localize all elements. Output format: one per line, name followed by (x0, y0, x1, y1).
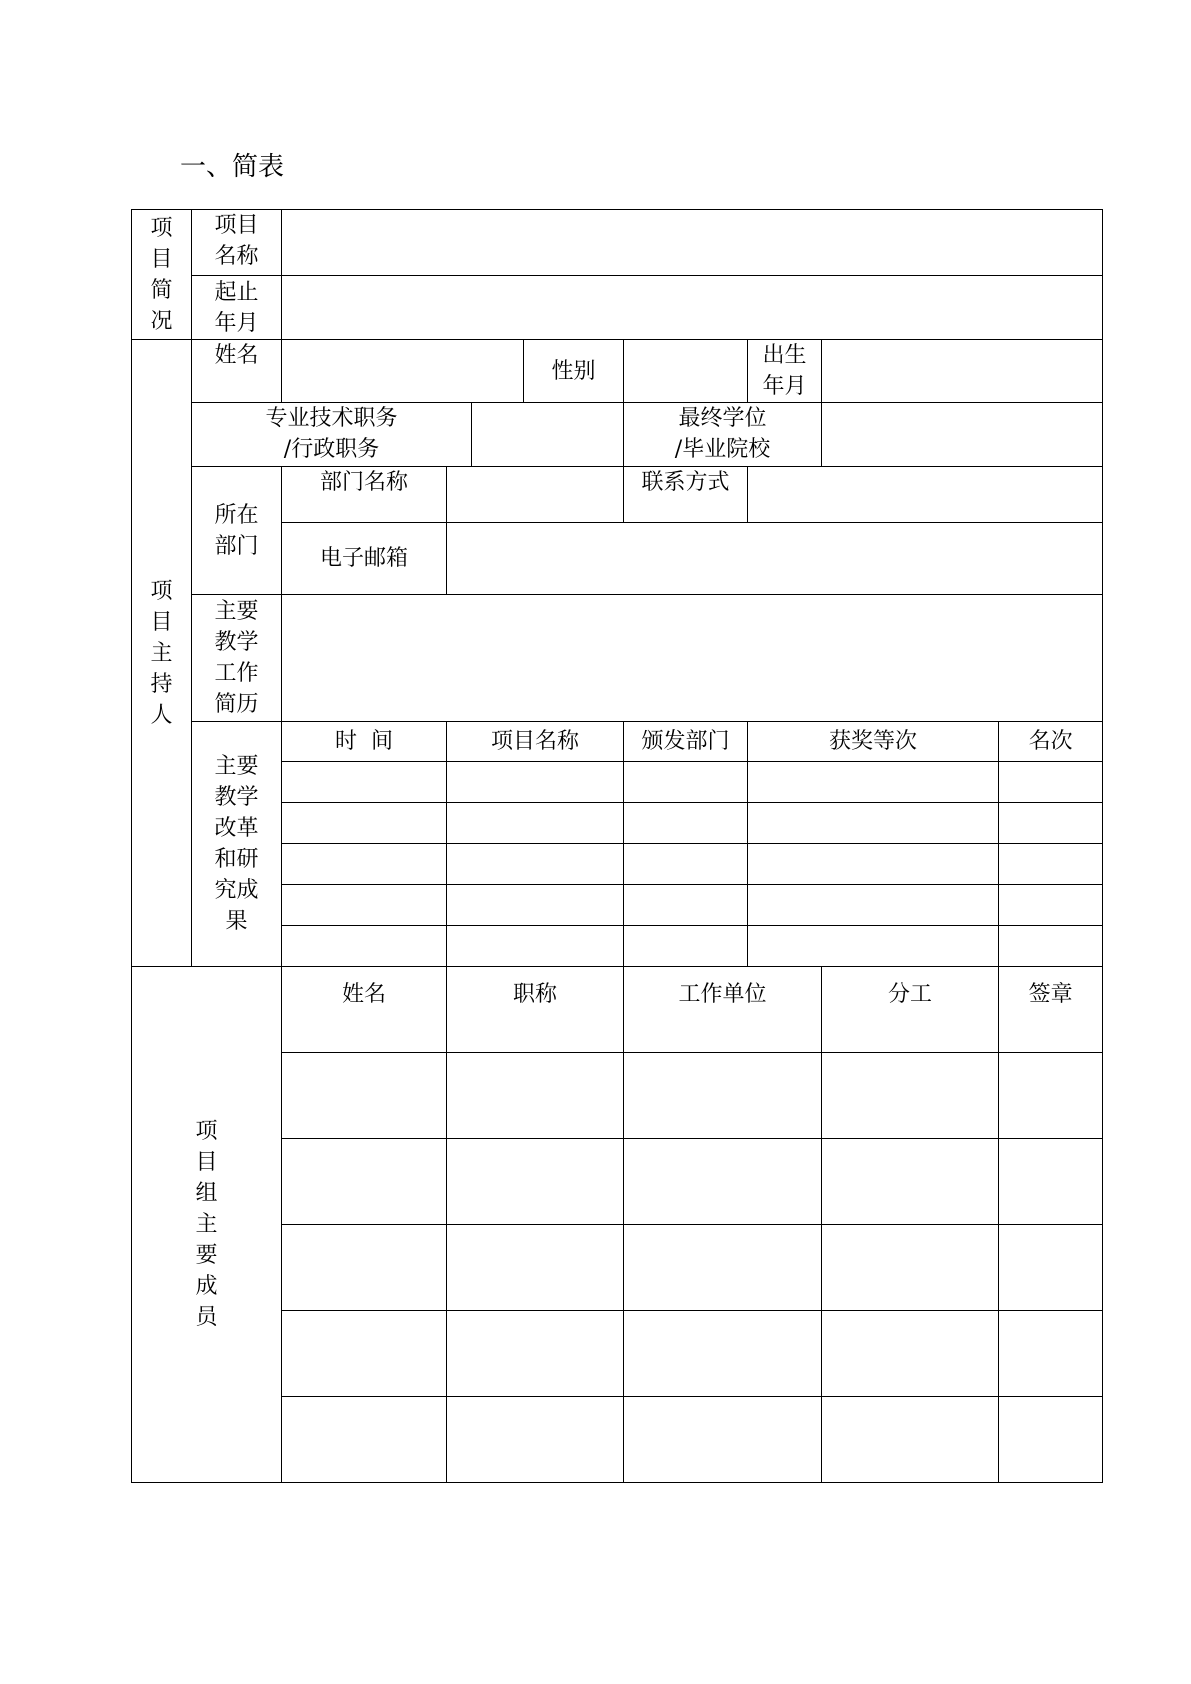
achievement-cell[interactable] (282, 926, 447, 967)
degree-label: 最终学位 /毕业院校 (624, 403, 822, 467)
achievements-col-level: 获奖等次 (748, 722, 999, 762)
member-cell[interactable] (999, 1397, 1103, 1483)
member-cell[interactable] (822, 1053, 999, 1139)
achievement-cell[interactable] (999, 762, 1103, 803)
host-name-label: 姓名 (192, 340, 282, 403)
achievement-cell[interactable] (748, 926, 999, 967)
member-cell[interactable] (999, 1225, 1103, 1311)
period-field[interactable] (282, 276, 1103, 340)
member-cell[interactable] (624, 1225, 822, 1311)
dept-name-field[interactable] (447, 467, 624, 523)
achievement-cell[interactable] (447, 762, 624, 803)
member-cell[interactable] (822, 1225, 999, 1311)
member-cell[interactable] (624, 1139, 822, 1225)
member-cell[interactable] (822, 1397, 999, 1483)
gender-field[interactable] (624, 340, 748, 403)
host-section-label: 项目主持人 (132, 340, 192, 967)
member-cell[interactable] (999, 1053, 1103, 1139)
members-col-role: 分工 (822, 967, 999, 1053)
achievement-cell[interactable] (624, 762, 748, 803)
project-name-label: 项目名称 (192, 210, 282, 276)
gender-label: 性别 (524, 340, 624, 403)
member-cell[interactable] (282, 1139, 447, 1225)
achievement-cell[interactable] (999, 885, 1103, 926)
achievement-cell[interactable] (999, 926, 1103, 967)
member-cell[interactable] (447, 1053, 624, 1139)
summary-form (131, 209, 1103, 1483)
member-cell[interactable] (447, 1225, 624, 1311)
members-col-title: 职称 (447, 967, 624, 1053)
achievements-col-time: 时 间 (282, 722, 447, 762)
member-cell[interactable] (282, 1397, 447, 1483)
member-cell[interactable] (624, 1397, 822, 1483)
birth-field[interactable] (822, 340, 1103, 403)
achievement-cell[interactable] (748, 803, 999, 844)
title-label: 专业技术职务 /行政职务 (192, 403, 472, 467)
achievements-col-rank: 名次 (999, 722, 1103, 762)
member-cell[interactable] (282, 1225, 447, 1311)
member-cell[interactable] (624, 1311, 822, 1397)
achievement-cell[interactable] (282, 762, 447, 803)
member-cell[interactable] (624, 1053, 822, 1139)
page-heading: 一、简表 (180, 152, 285, 182)
achievement-cell[interactable] (447, 844, 624, 885)
achievement-cell[interactable] (447, 803, 624, 844)
resume-field[interactable] (282, 595, 1103, 722)
achievement-cell[interactable] (999, 844, 1103, 885)
email-label: 电子邮箱 (282, 523, 447, 595)
achievements-label: 主要教学改革和研究成果 (192, 722, 282, 967)
dept-name-label: 部门名称 (282, 467, 447, 523)
period-label: 起止年月 (192, 276, 282, 340)
member-cell[interactable] (999, 1139, 1103, 1225)
overview-section-label: 项目简况 (132, 210, 192, 340)
contact-field[interactable] (748, 467, 1103, 523)
project-name-field[interactable] (282, 210, 1103, 276)
achievement-cell[interactable] (999, 803, 1103, 844)
achievement-cell[interactable] (282, 844, 447, 885)
member-cell[interactable] (282, 1311, 447, 1397)
achievement-cell[interactable] (624, 803, 748, 844)
birth-label: 出生年月 (748, 340, 822, 403)
member-cell[interactable] (822, 1311, 999, 1397)
members-col-seal: 签章 (999, 967, 1103, 1053)
achievements-col-project: 项目名称 (447, 722, 624, 762)
email-field[interactable] (447, 523, 1103, 595)
member-cell[interactable] (447, 1139, 624, 1225)
achievement-cell[interactable] (447, 885, 624, 926)
achievement-cell[interactable] (748, 762, 999, 803)
achievement-cell[interactable] (282, 885, 447, 926)
member-cell[interactable] (447, 1397, 624, 1483)
members-col-name: 姓名 (282, 967, 447, 1053)
achievement-cell[interactable] (282, 803, 447, 844)
achievement-cell[interactable] (748, 885, 999, 926)
achievement-cell[interactable] (748, 844, 999, 885)
title-field[interactable] (472, 403, 624, 467)
dept-label: 所在部门 (192, 467, 282, 595)
resume-label: 主要教学工作简历 (192, 595, 282, 722)
degree-field[interactable] (822, 403, 1103, 467)
member-cell[interactable] (447, 1311, 624, 1397)
achievement-cell[interactable] (447, 926, 624, 967)
members-col-org: 工作单位 (624, 967, 822, 1053)
achievements-col-issuer: 颁发部门 (624, 722, 748, 762)
achievement-cell[interactable] (624, 844, 748, 885)
host-name-field[interactable] (282, 340, 524, 403)
achievement-cell[interactable] (624, 885, 748, 926)
member-cell[interactable] (282, 1053, 447, 1139)
achievement-cell[interactable] (624, 926, 748, 967)
contact-label: 联系方式 (624, 467, 748, 523)
member-cell[interactable] (822, 1139, 999, 1225)
members-section-label: 项目组主要成员 (132, 967, 282, 1483)
member-cell[interactable] (999, 1311, 1103, 1397)
